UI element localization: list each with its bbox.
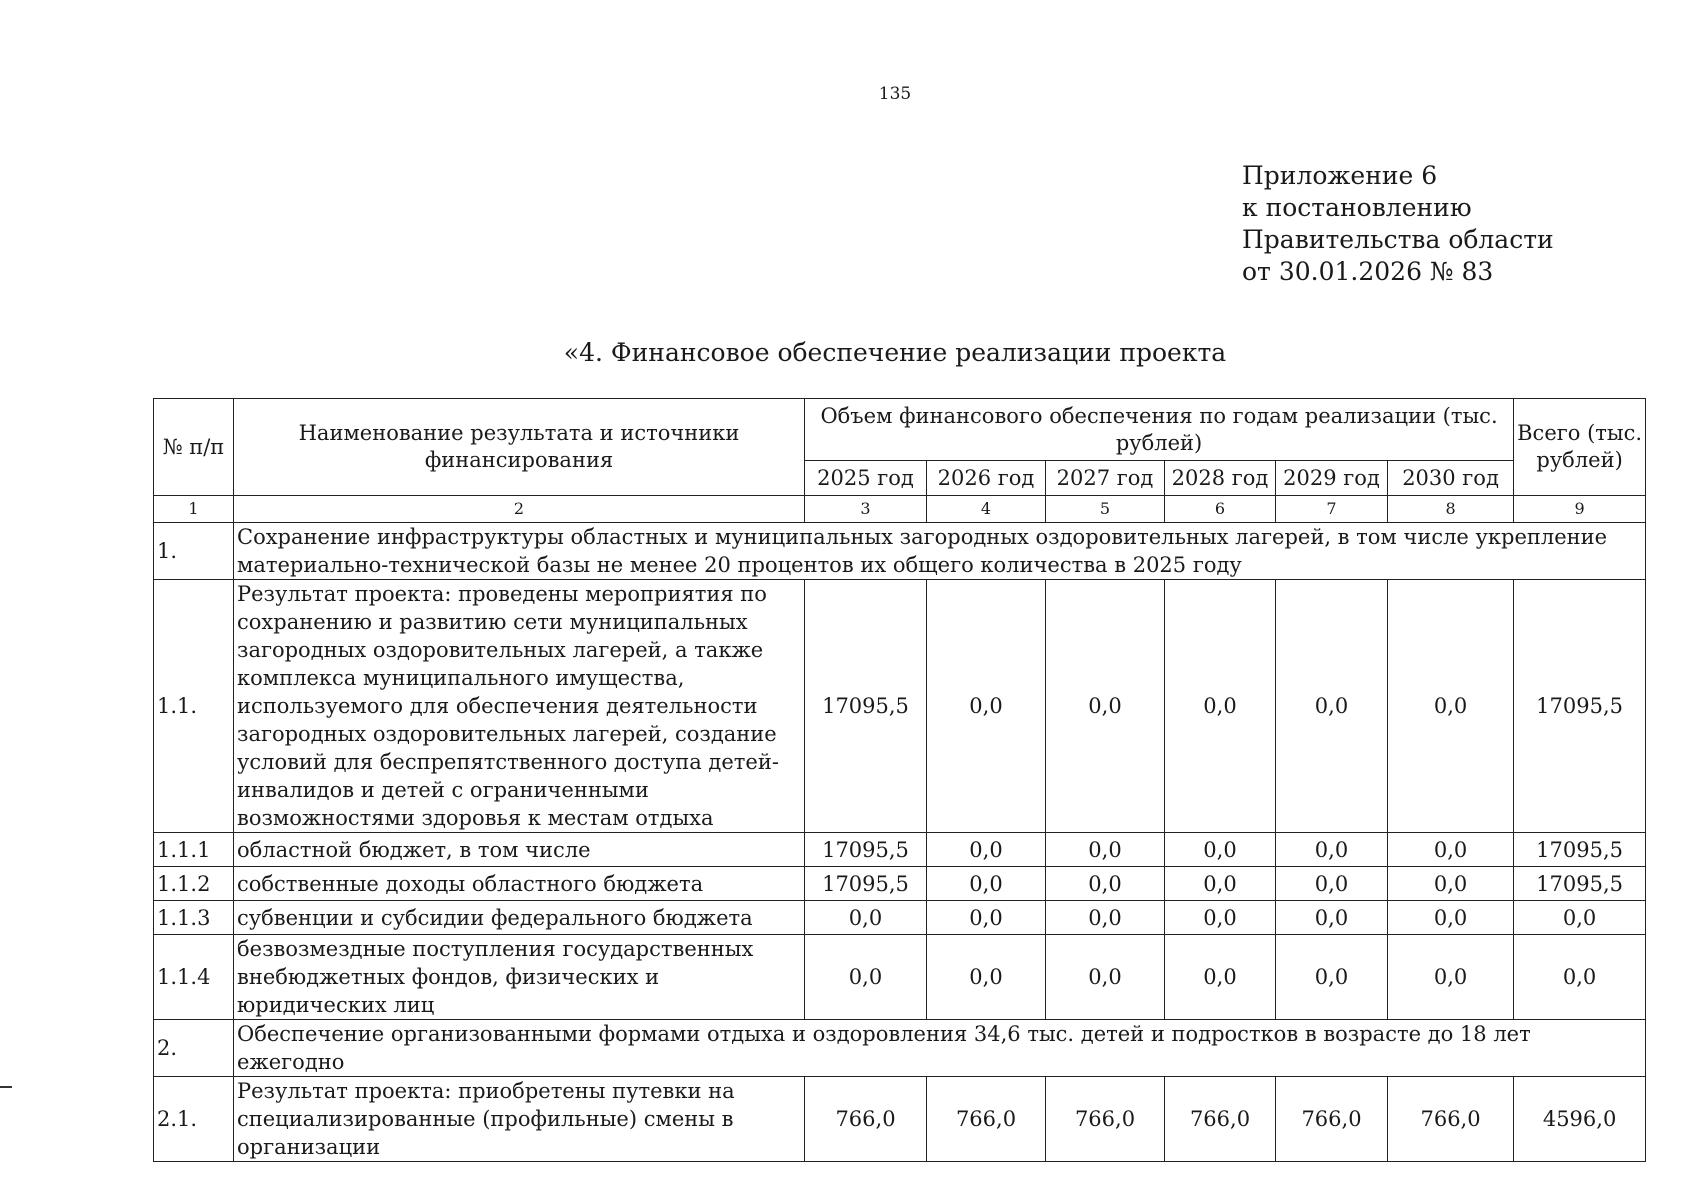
row-name: безвозмездные поступления государственных внебюджетных фондов, физических и юридических лиц [234,935,805,1020]
column-number: 9 [1514,496,1646,523]
value-cell: 0,0 [927,867,1046,901]
total-cell: 4596,0 [1514,1077,1646,1162]
value-cell: 0,0 [1276,935,1388,1020]
value-cell: 17095,5 [805,867,927,901]
page-number: 135 [878,84,912,104]
row-name: субвенции и субсидии федерального бюджета [234,901,805,935]
financing-table [153,398,1646,1162]
row-code: 2. [154,1020,234,1077]
value-cell: 0,0 [1165,867,1276,901]
value-cell: 17095,5 [805,580,927,833]
total-cell: 0,0 [1514,935,1646,1020]
header-year-2029: 2029 год [1276,461,1388,496]
value-cell: 0,0 [1165,901,1276,935]
total-cell: 17095,5 [1514,580,1646,833]
column-number: 5 [1046,496,1165,523]
section-text: Сохранение инфраструктуры областных и муниципальных загородных оздоровительных лагерей, в том числе укрепление материально-технической базы не менее 20 процентов их общего количества в 2025 году [234,523,1646,580]
value-cell: 0,0 [1165,935,1276,1020]
row-code: 1.1.2 [154,867,234,901]
row-code: 1.1.1 [154,833,234,867]
value-cell: 0,0 [1046,901,1165,935]
row-name: собственные доходы областного бюджета [234,867,805,901]
row-name: Результат проекта: проведены мероприятия по сохранению и развитию сети муниципальных загородных оздоровительных лагерей, а также комплекса муниципального имущества, используемого для обеспечения деятельности загородных оздоровительных лагерей, создание условий для беспрепятственного доступа детей-инвалидов и детей с ограниченными возможностями здоровья к местам отдыха [234,580,805,833]
header-total: Всего (тыс. рублей) [1514,399,1646,496]
value-cell: 0,0 [1165,580,1276,833]
appendix-line-4: от 30.01.2026 № 83 [1242,257,1494,286]
table-row [154,1077,1646,1162]
value-cell: 0,0 [927,935,1046,1020]
value-cell: 17095,5 [805,833,927,867]
column-number: 8 [1388,496,1514,523]
value-cell: 0,0 [1276,867,1388,901]
value-cell: 0,0 [927,580,1046,833]
table-body [154,399,1646,1162]
header-row-1 [154,399,1646,461]
header-year-2027: 2027 год [1046,461,1165,496]
column-number: 4 [927,496,1046,523]
value-cell: 0,0 [1388,867,1514,901]
total-cell: 0,0 [1514,901,1646,935]
margin-mark [0,1086,12,1088]
header-name: Наименование результата и источники финансирования [234,399,805,496]
value-cell: 0,0 [1388,935,1514,1020]
header-year-2028: 2028 год [1165,461,1276,496]
row-code: 1.1.4 [154,935,234,1020]
value-cell: 766,0 [805,1077,927,1162]
value-cell: 0,0 [1388,833,1514,867]
value-cell: 0,0 [1046,580,1165,833]
column-number-row [154,496,1646,523]
value-cell: 0,0 [1388,901,1514,935]
value-cell: 766,0 [1276,1077,1388,1162]
header-year-2026: 2026 год [927,461,1046,496]
value-cell: 0,0 [1046,935,1165,1020]
table-row [154,867,1646,901]
value-cell: 0,0 [1276,901,1388,935]
section-row [154,523,1646,580]
header-year-2030: 2030 год [1388,461,1514,496]
value-cell: 0,0 [1046,833,1165,867]
value-cell: 0,0 [927,833,1046,867]
column-number: 3 [805,496,927,523]
value-cell: 0,0 [805,901,927,935]
header-year-2025: 2025 год [805,461,927,496]
header-num: № п/п [154,399,234,496]
value-cell: 766,0 [927,1077,1046,1162]
column-number: 7 [1276,496,1388,523]
value-cell: 0,0 [927,901,1046,935]
value-cell: 0,0 [1165,833,1276,867]
column-number: 2 [234,496,805,523]
value-cell: 0,0 [1276,833,1388,867]
appendix-line-1: Приложение 6 [1242,161,1438,190]
section-row [154,1020,1646,1077]
column-number: 6 [1165,496,1276,523]
total-cell: 17095,5 [1514,833,1646,867]
header-volume: Объем финансового обеспечения по годам реализации (тыс. рублей) [805,399,1514,461]
row-code: 2.1. [154,1077,234,1162]
section-text: Обеспечение организованными формами отдыха и оздоровления 34,6 тыс. детей и подростков в возрасте до 18 лет ежегодно [234,1020,1646,1077]
value-cell: 766,0 [1388,1077,1514,1162]
appendix-line-3: Правительства области [1242,225,1554,254]
table-row [154,901,1646,935]
row-code: 1.1.3 [154,901,234,935]
value-cell: 0,0 [805,935,927,1020]
section-title: «4. Финансовое обеспечение реализации проекта [563,338,1227,367]
row-name: Результат проекта: приобретены путевки на специализированные (профильные) смены в организации [234,1077,805,1162]
appendix-block [1242,160,1554,288]
total-cell: 17095,5 [1514,867,1646,901]
value-cell: 766,0 [1165,1077,1276,1162]
value-cell: 0,0 [1388,580,1514,833]
row-code: 1.1. [154,580,234,833]
table-row [154,580,1646,833]
table-row [154,833,1646,867]
value-cell: 0,0 [1046,867,1165,901]
table-row [154,935,1646,1020]
value-cell: 0,0 [1276,580,1388,833]
row-code: 1. [154,523,234,580]
appendix-line-2: к постановлению [1242,193,1472,222]
value-cell: 766,0 [1046,1077,1165,1162]
row-name: областной бюджет, в том числе [234,833,805,867]
column-number: 1 [154,496,234,523]
